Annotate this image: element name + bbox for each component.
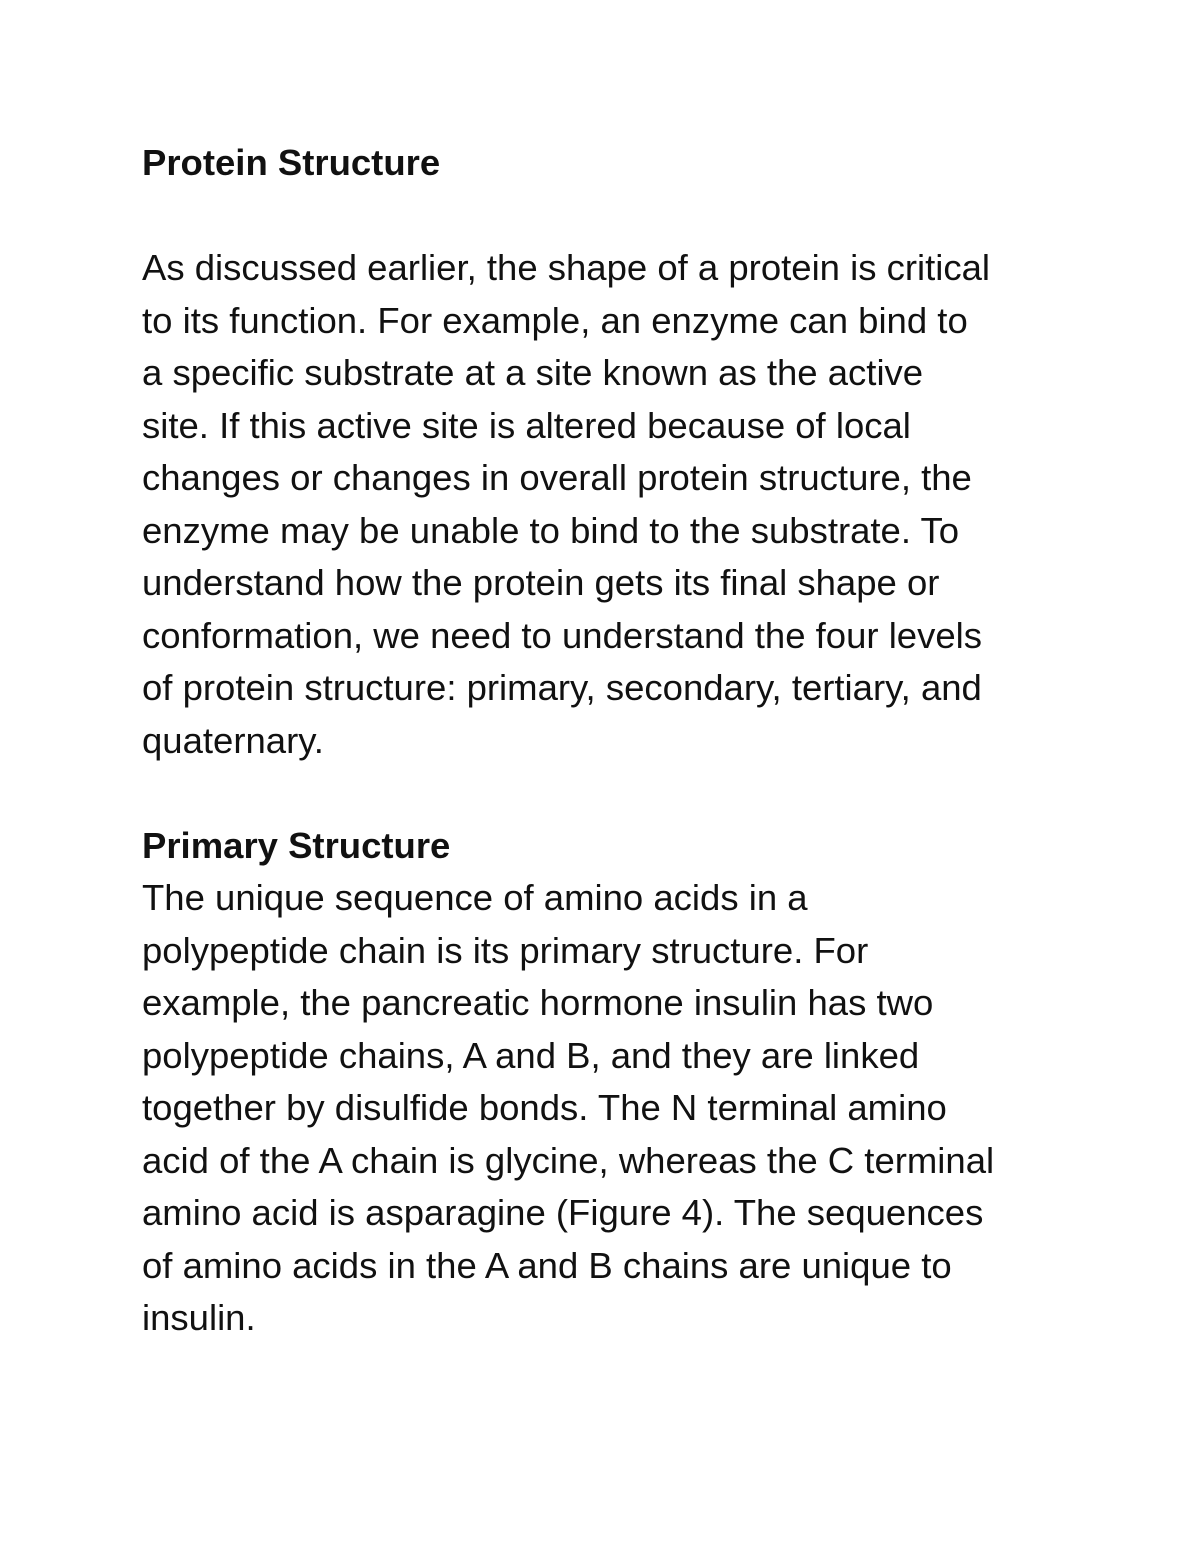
paragraph-line: understand how the protein gets its final shape or bbox=[142, 562, 940, 603]
paragraph-line: a specific substrate at a site known as the active bbox=[142, 352, 924, 393]
paragraph-line: acid of the A chain is glycine, whereas the C terminal bbox=[142, 1139, 995, 1181]
paragraph-line: example, the pancreatic hormone insulin has two bbox=[142, 982, 934, 1023]
paragraph-line: of protein structure: primary, secondary, tertiary, and bbox=[142, 667, 982, 708]
paragraph-line: As discussed earlier, the shape of a protein is critical bbox=[142, 247, 991, 288]
paragraph-line: together by disulfide bonds. The N terminal amino bbox=[142, 1087, 947, 1128]
paragraph-line: site. If this active site is altered because of local bbox=[142, 404, 911, 446]
section-paragraph-primary-structure bbox=[142, 872, 1072, 1345]
section-paragraph-protein-structure bbox=[142, 242, 1072, 767]
paragraph-line: quaternary. bbox=[142, 719, 324, 761]
document-body bbox=[142, 137, 1072, 1345]
paragraph-line: The unique sequence of amino acids in a bbox=[142, 877, 808, 918]
section-heading-protein-structure: Protein Structure bbox=[142, 142, 441, 183]
paragraph-line: polypeptide chain is its primary structure. For bbox=[142, 929, 869, 971]
paragraph-line: to its function. For example, an enzyme can bind to bbox=[142, 299, 968, 341]
spacer bbox=[142, 190, 1072, 243]
spacer bbox=[142, 767, 1072, 820]
paragraph-line: changes or changes in overall protein structure, the bbox=[142, 457, 972, 498]
paragraph-line: enzyme may be unable to bind to the substrate. To bbox=[142, 509, 960, 551]
section-heading-primary-structure: Primary Structure bbox=[142, 824, 451, 866]
paragraph-line: of amino acids in the A and B chains are unique to bbox=[142, 1244, 952, 1286]
paragraph-line: polypeptide chains, A and B, and they are linked bbox=[142, 1034, 920, 1076]
paragraph-line: conformation, we need to understand the four levels bbox=[142, 614, 983, 656]
paragraph-line: amino acid is asparagine (Figure 4). The sequences bbox=[142, 1192, 984, 1233]
paragraph-line: insulin. bbox=[142, 1297, 256, 1338]
